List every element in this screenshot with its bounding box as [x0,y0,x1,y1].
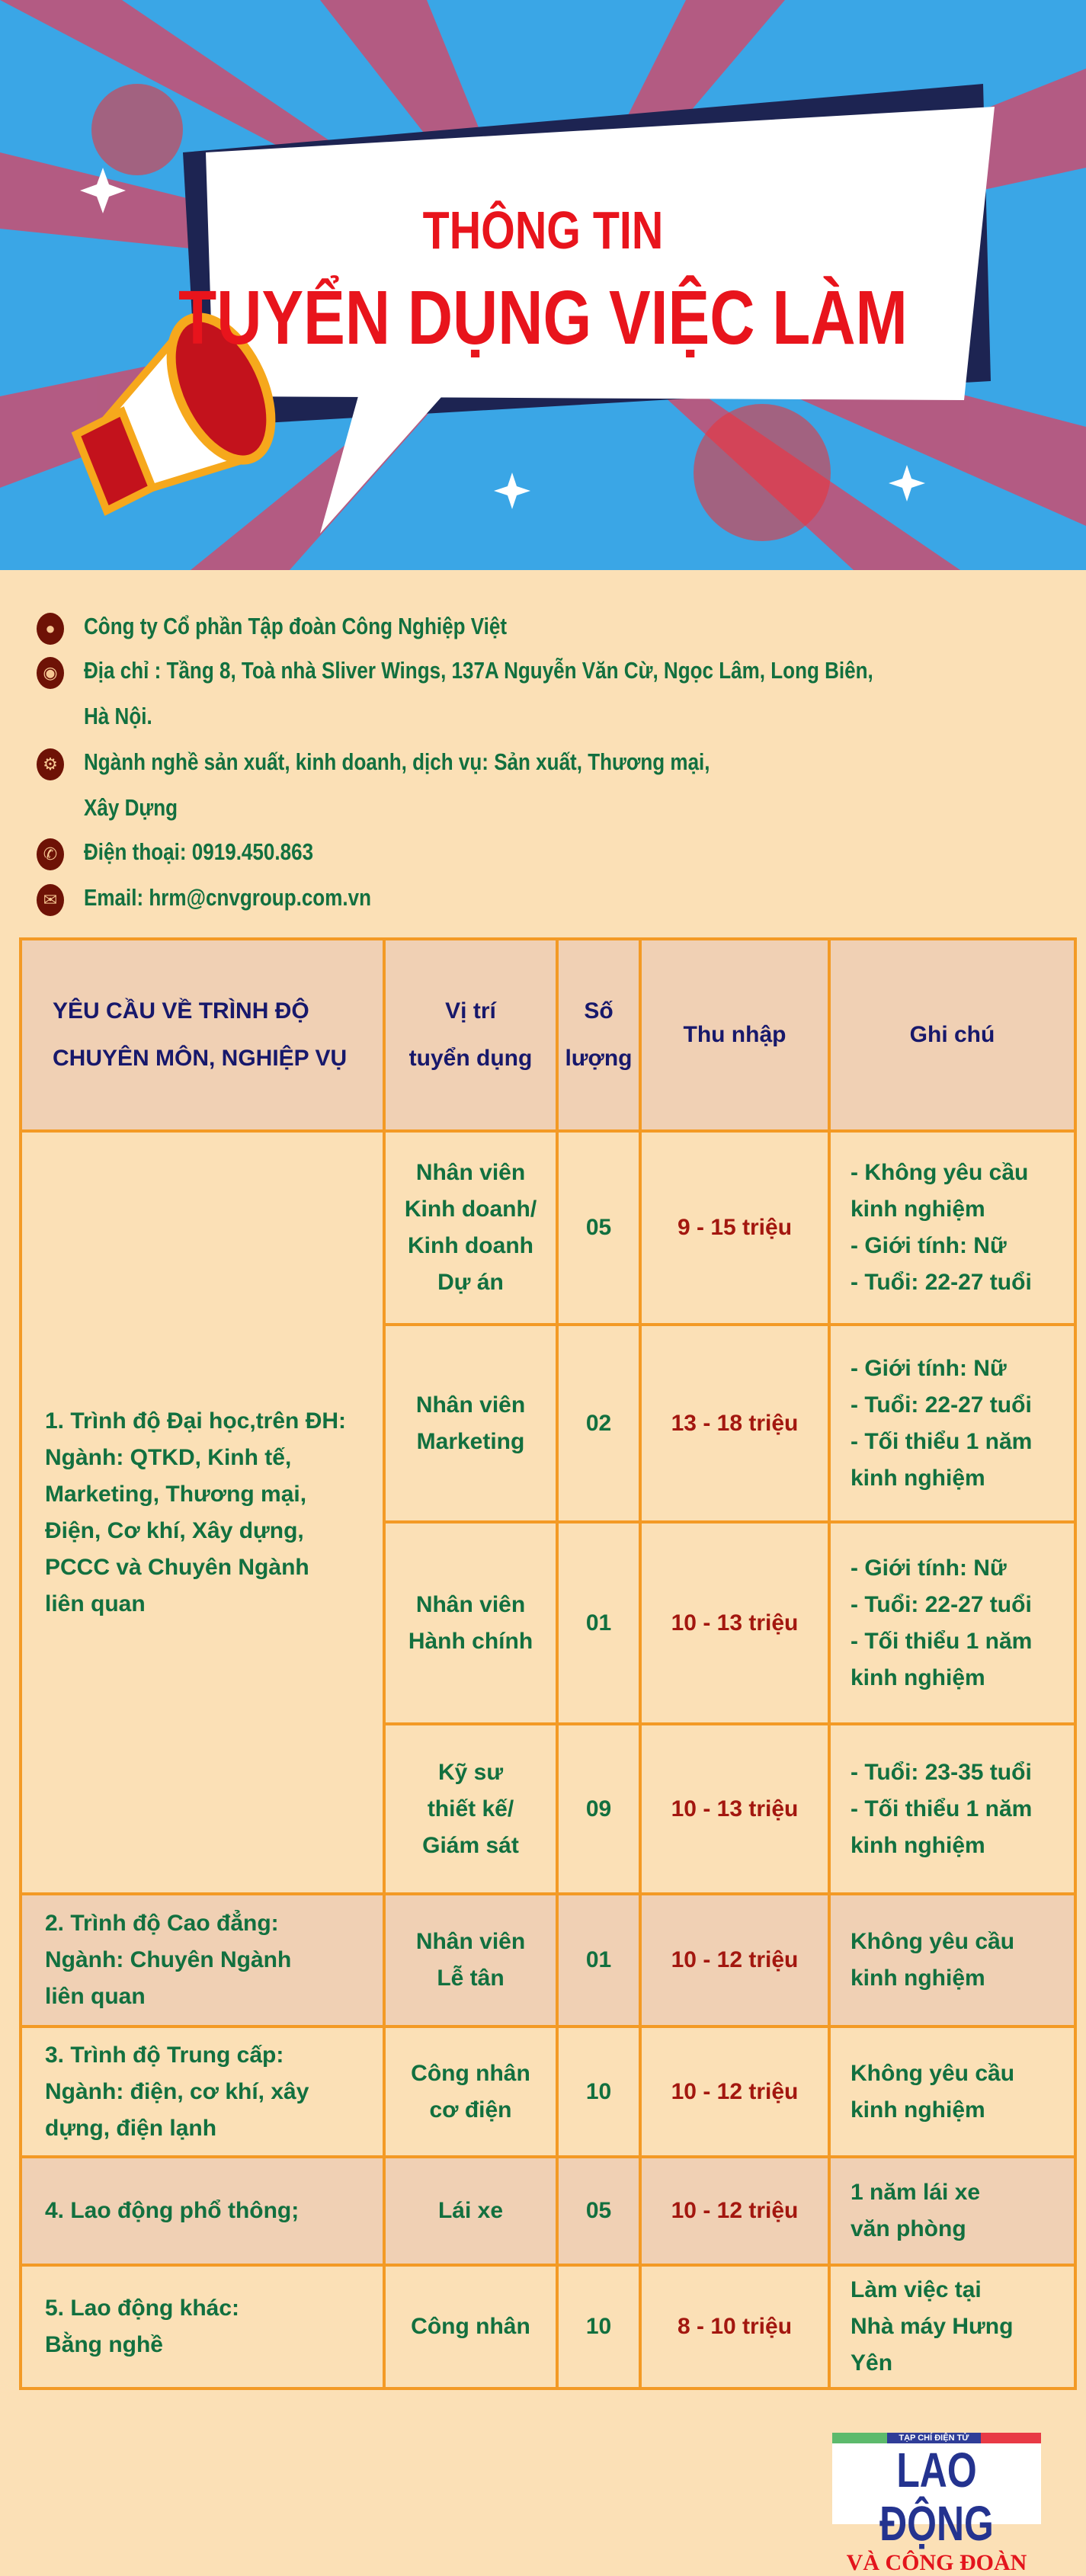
note-cell: - Giới tính: Nữ - Tuổi: 22-27 tuổi - Tối thiểu 1 năm kinh nghiệm [829,1522,1075,1724]
industry-line1: Ngành nghề sản xuất, kinh doanh, dịch vụ: Sản xuất, Thương mại, [84,748,710,775]
income-cell: 8 - 10 triệu [640,2265,829,2389]
position-cell: Kỹ sư thiết kế/ Giám sát [384,1724,557,1894]
email-icon: ✉ [37,884,64,916]
logo-top: TẠP CHÍ ĐIỆN TỬ [887,2433,981,2443]
position-cell: Lái xe [384,2157,557,2265]
quantity-cell: 10 [557,2265,640,2389]
address-line1: Địa chỉ : Tầng 8, Toà nhà Sliver Wings, 137A Nguyễn Văn Cừ, Ngọc Lâm, Long Biên, [84,657,873,684]
position-cell: Nhân viên Hành chính [384,1522,557,1724]
requirement-cell: 5. Lao động khác: Bằng nghề [21,2265,384,2389]
income-cell: 10 - 12 triệu [640,2027,829,2157]
location-icon: ◉ [37,657,64,689]
income-cell: 10 - 13 triệu [640,1724,829,1894]
header-position: Vị trí tuyển dụng [384,939,557,1131]
phone-icon: ✆ [37,838,64,870]
table-header-row [21,939,1075,1131]
quantity-cell: 01 [557,1894,640,2027]
note-cell: Không yêu cầu kinh nghiệm [829,2027,1075,2157]
banner-title-line2: TUYỂN DỤNG VIỆC LÀM [178,275,908,360]
table-row [21,2157,1075,2265]
position-cell: Nhân viên Lễ tân [384,1894,557,2027]
note-cell: Làm việc tại Nhà máy Hưng Yên [829,2265,1075,2389]
income-cell: 10 - 12 triệu [640,1894,829,2027]
position-cell: Công nhân cơ điện [384,2027,557,2157]
note-cell: 1 năm lái xe văn phòng [829,2157,1075,2265]
requirement-cell: 1. Trình độ Đại học,trên ĐH: Ngành: QTKD, Kinh tế, Marketing, Thương mại, Điện, Cơ khí, Xây dựng, PCCC và Chuyên Ngành liên quan [21,1131,384,1894]
requirement-cell: 4. Lao động phổ thông; [21,2157,384,2265]
requirement-cell: 3. Trình độ Trung cấp: Ngành: điện, cơ khí, xây dựng, điện lạnh [21,2027,384,2157]
header-income: Thu nhập [640,939,829,1131]
table-row [21,2027,1075,2157]
industry-line2: Xây Dựng [84,794,178,821]
gear-icon: ⚙ [37,748,64,780]
logo-main: LAO ĐỘNG [879,2443,994,2551]
header-banner [0,0,1086,570]
logo-sub: VÀ CÔNG ĐOÀN [846,2550,1027,2575]
position-cell: Nhân viên Marketing [384,1325,557,1522]
quantity-cell: 02 [557,1325,640,1522]
address-line2: Hà Nội. [84,703,152,729]
banner-title-line1: THÔNG TIN [422,200,664,260]
phone: Điện thoại: 0919.450.863 [84,838,314,865]
table-row [21,2265,1075,2389]
table-row [21,1894,1075,2027]
lao-dong-logo [832,2433,1041,2575]
position-cell: Công nhân [384,2265,557,2389]
income-cell: 10 - 13 triệu [640,1522,829,1724]
email: Email: hrm@cnvgroup.com.vn [84,884,372,911]
quantity-cell: 01 [557,1522,640,1724]
position-cell: Nhân viên Kinh doanh/ Kinh doanh Dự án [384,1131,557,1325]
table-row [21,1131,1075,1325]
quantity-cell: 05 [557,2157,640,2265]
note-cell: Không yêu cầu kinh nghiệm [829,1894,1075,2027]
requirement-cell: 2. Trình độ Cao đẳng: Ngành: Chuyên Ngành liên quan [21,1894,384,2027]
note-cell: - Không yêu cầu kinh nghiệm - Giới tính: Nữ - Tuổi: 22-27 tuổi [829,1131,1075,1325]
company-name: Công ty Cổ phần Tập đoàn Công Nghiệp Việt [84,613,508,639]
header-note: Ghi chú [829,939,1075,1131]
income-cell: 10 - 12 triệu [640,2157,829,2265]
note-cell: - Giới tính: Nữ - Tuổi: 22-27 tuổi - Tối thiểu 1 năm kinh nghiệm [829,1325,1075,1522]
header-requirement: YÊU CẦU VỀ TRÌNH ĐỘ CHUYÊN MÔN, NGHIỆP VỤ [21,939,384,1131]
income-cell: 13 - 18 triệu [640,1325,829,1522]
quantity-cell: 10 [557,2027,640,2157]
income-cell: 9 - 15 triệu [640,1131,829,1325]
job-table [19,937,1077,2390]
quantity-cell: 05 [557,1131,640,1325]
note-cell: - Tuổi: 23-35 tuổi - Tối thiểu 1 năm kinh nghiệm [829,1724,1075,1894]
header-quantity: Số lượng [557,939,640,1131]
person-icon: ● [37,613,64,645]
quantity-cell: 09 [557,1724,640,1894]
